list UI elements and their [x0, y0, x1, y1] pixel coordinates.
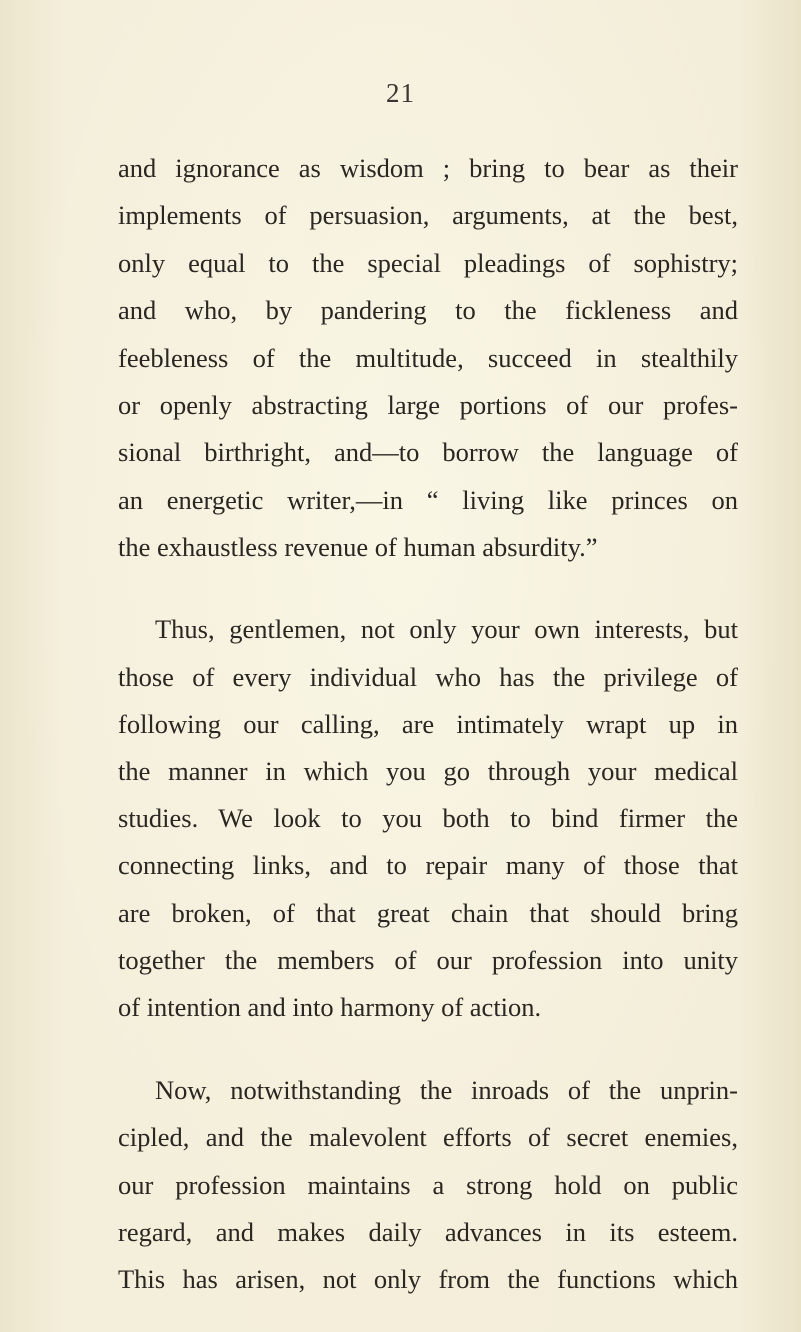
- text-line: and ignorance as wisdom ; bring to bear as their: [118, 153, 738, 183]
- text-line: together the members of our profession into unity: [118, 945, 738, 975]
- text-line: studies. We look to you both to bind firmer the: [118, 803, 738, 833]
- text-line: and who, by pandering to the fickleness and: [118, 295, 738, 325]
- text-line: Now, notwithstanding the inroads of the unprin-: [155, 1075, 738, 1105]
- page-number: 21: [386, 78, 415, 108]
- text-line: sional birthright, and—to borrow the language of: [118, 437, 738, 467]
- text-line: following our calling, are intimately wrapt up in: [118, 709, 738, 739]
- text-line: the exhaustless revenue of human absurdity.”: [118, 532, 598, 562]
- text-line: This has arisen, not only from the functions which: [118, 1264, 738, 1294]
- text-line: those of every individual who has the privilege of: [118, 662, 738, 692]
- text-line: an energetic writer,—in “ living like princes on: [118, 485, 738, 515]
- text-line: connecting links, and to repair many of those that: [118, 850, 738, 880]
- text-line: implements of persuasion, arguments, at the best,: [118, 200, 738, 230]
- text-line: our profession maintains a strong hold on public: [118, 1170, 738, 1200]
- text-line: or openly abstracting large portions of our profes-: [118, 390, 738, 420]
- text-line: are broken, of that great chain that should bring: [118, 898, 738, 928]
- text-line: only equal to the special pleadings of sophistry;: [118, 248, 738, 278]
- text-line: the manner in which you go through your medical: [118, 756, 738, 786]
- text-line: Thus, gentlemen, not only your own interests, but: [155, 614, 738, 644]
- text-line: cipled, and the malevolent efforts of secret enemies,: [118, 1122, 738, 1152]
- text-line: feebleness of the multitude, succeed in stealthily: [118, 343, 738, 373]
- text-line: of intention and into harmony of action.: [118, 992, 542, 1022]
- text-line: regard, and makes daily advances in its esteem.: [118, 1217, 738, 1247]
